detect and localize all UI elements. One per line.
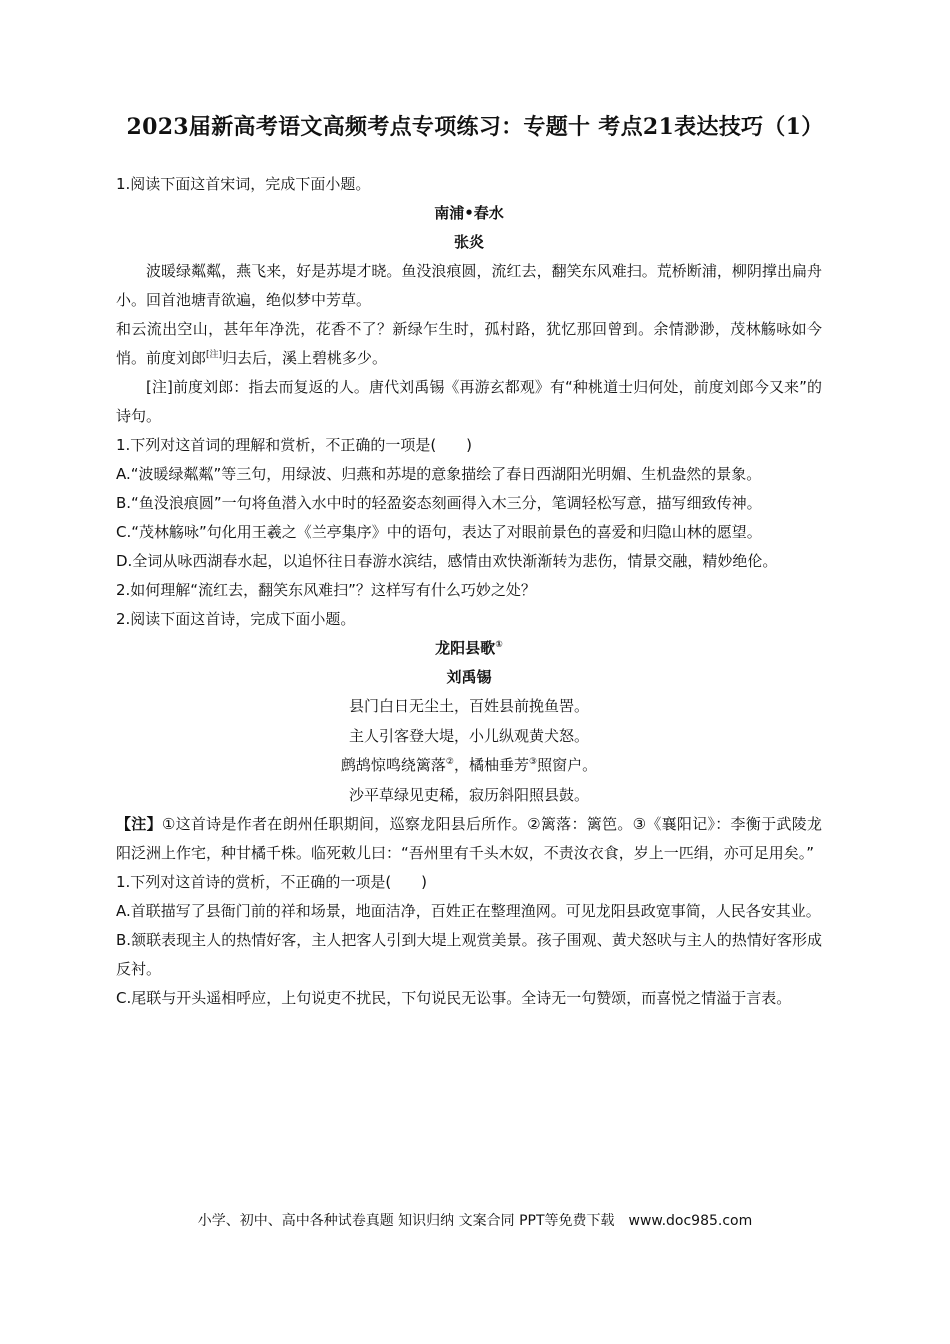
poem-2-line-3-text-b: ，橘柚垂芳 bbox=[453, 756, 529, 774]
question-1-sub-1: 1.下列对这首词的理解和赏析，不正确的一项是( ) bbox=[116, 436, 473, 454]
question-1-intro: 1.阅读下面这首宋词，完成下面小题。 bbox=[116, 175, 371, 193]
poem-2-line-4: 沙平草绿见吏稀，寂历斜阳照县鼓。 bbox=[348, 785, 589, 804]
question-1-option-b: B.“鱼没浪痕圆”一句将鱼潜入水中时的轻盈姿态刻画得入木三分，笔调轻松写意，描写细致传神。 bbox=[116, 494, 762, 512]
poem-2-line-3-text-c: 照窗户。 bbox=[537, 756, 598, 774]
footnote-marker: [注] bbox=[206, 350, 223, 360]
question-2-intro: 2.阅读下面这首诗，完成下面小题。 bbox=[116, 610, 356, 628]
footnote-marker: ① bbox=[495, 640, 503, 650]
question-1-option-c: C.“茂林觞咏”句化用王羲之《兰亭集序》中的语句，表达了对眼前景色的喜爱和归隐山林的愿望。 bbox=[116, 523, 762, 541]
question-1-option-a: A.“波暖绿粼粼”等三句，用绿波、归燕和苏堤的意象描绘了春日西湖阳光明媚、生机盎然的景象。 bbox=[116, 465, 762, 483]
poem-1-stanza-2-text-b: 归去后，溪上碧桃多少。 bbox=[222, 349, 388, 367]
question-2-option-a: A.首联描写了县衙门前的祥和场景，地面洁净，百姓正在整理渔网。可见龙阳县政宽事简，人民各安其业。 bbox=[116, 902, 821, 920]
question-1-sub-2: 2.如何理解“流红去，翻笑东风难扫”？这样写有什么巧妙之处？ bbox=[116, 581, 536, 599]
poem-2-line-3-text-a: 鹧鸪惊鸣绕篱落 bbox=[340, 756, 446, 774]
question-2-sub-1: 1.下列对这首诗的赏析，不正确的一项是( ) bbox=[116, 873, 428, 891]
poem-2-author: 刘禹锡 bbox=[446, 668, 492, 686]
footnote-marker: ② bbox=[445, 757, 454, 767]
note-text: ①这首诗是作者在朗州任职期间，巡察龙阳县后所作。②篱落：篱笆。③《襄阳记》：李衡于武陵龙阳泛洲上作宅，种甘橘千株。临死敕儿曰：“吾州里有千头木奴，不责汝衣食，岁上一匹绢，亦可足用矣。” bbox=[116, 815, 822, 862]
poem-1-author: 张炎 bbox=[453, 233, 484, 251]
poem-2-title-text: 龙阳县歌 bbox=[435, 639, 496, 657]
question-1-option-d: D.全词从咏西湖春水起，以追怀往日春游水滨结，感情由欢快渐渐转为悲伤，情景交融，精妙绝伦。 bbox=[116, 552, 778, 570]
poem-2-line-3 bbox=[116, 751, 822, 781]
poem-1-stanza-1: 波暖绿粼粼，燕飞来，好是苏堤才晓。鱼没浪痕圆，流红去，翻笑东风难扫。荒桥断浦，柳阴撑出扁舟小。回首池塘青欲遍，绝似梦中芳草。 bbox=[116, 262, 822, 309]
page-footer: 小学、初中、高中各种试卷真题 知识归纳 文案合同 PPT等免费下载 www.doc985.com bbox=[197, 1213, 753, 1229]
poem-1-note: [注]前度刘郎：指去而复返的人。唐代刘禹锡《再游玄都观》有“种桃道士归何处，前度刘郎今又来”的诗句。 bbox=[116, 378, 822, 425]
poem-2-line-2: 主人引客登大堤，小儿纵观黄犬怒。 bbox=[348, 726, 589, 745]
poem-2-line-1: 县门白日无尘土，百姓县前挽鱼罟。 bbox=[348, 697, 589, 715]
poem-2-note bbox=[116, 810, 822, 868]
poem-1-stanza-2 bbox=[116, 315, 822, 373]
note-label: 【注】 bbox=[116, 815, 162, 833]
footnote-marker: ③ bbox=[529, 757, 538, 767]
question-2-option-c: C.尾联与开头遥相呼应，上句说吏不扰民，下句说民无讼事。全诗无一句赞颂，而喜悦之情溢于言表。 bbox=[116, 989, 792, 1007]
poem-1-title: 南浦•春水 bbox=[434, 204, 504, 222]
document-title: 2023届新高考语文高频考点专项练习：专题十 考点21表达技巧（1） bbox=[126, 114, 824, 140]
document-body bbox=[116, 170, 822, 1013]
poem-2-title bbox=[116, 634, 822, 663]
question-2-option-b: B.颔联表现主人的热情好客，主人把客人引到大堤上观赏美景。孩子围观、黄犬怒吠与主人的热情好客形成反衬。 bbox=[116, 931, 822, 978]
poem-1-stanza-2-text-a: 和云流出空山，甚年年净洗，花香不了？新绿乍生时，孤村路，犹忆那回曾到。余情渺渺，茂林觞咏如今悄。前度刘郎 bbox=[116, 320, 822, 367]
